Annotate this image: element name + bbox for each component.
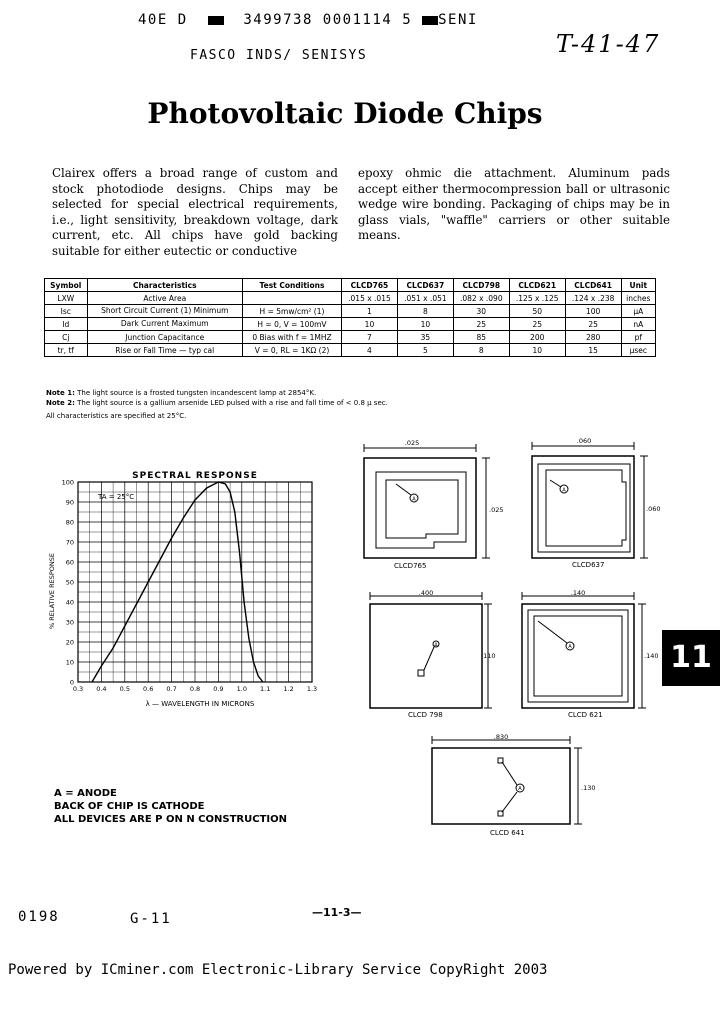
chart-y-tick-label: 50	[65, 578, 74, 587]
col-header: CLCD621	[509, 279, 565, 292]
table-cell: 30	[453, 305, 509, 318]
note-2-text: The light source is a gallium arsenide LED pulsed with a rise and fall time of < 0.8 μ sec.	[77, 399, 388, 407]
spectral-response-chart	[40, 466, 330, 712]
table-cell: 280	[565, 331, 621, 344]
d798-height: .110	[481, 652, 496, 660]
table-cell: 15	[565, 344, 621, 357]
d765-height: .025	[489, 506, 504, 514]
table-cell: 4	[341, 344, 397, 357]
intro-paragraph-left: Clairex offers a broad range of custom and stock photodiode designs. Chips may be selected for special electrical requirements, i.e., light sensitivity, breakdown voltage, dark current, etc. All chips have gold backing suitable for either eutectic or conductive	[52, 166, 338, 258]
chip-outline-diagrams	[352, 436, 670, 846]
section-tab: 11	[662, 630, 720, 686]
d637-height: .060	[646, 505, 661, 513]
table-cell: 200	[509, 331, 565, 344]
header-code-a: 40E D	[138, 12, 188, 28]
table-cell: Junction Capacitance	[87, 331, 242, 344]
note-1-text: The light source is a frosted tungsten incandescent lamp at 2854°K.	[77, 389, 317, 397]
col-header: Characteristics	[87, 279, 242, 292]
table-cell: .125 x .125	[509, 292, 565, 305]
chart-y-tick-label: 100	[61, 478, 74, 487]
table-row	[45, 331, 656, 344]
table-cell: .051 x .051	[397, 292, 453, 305]
table-cell: LXW	[45, 292, 88, 305]
table-cell: Id	[45, 318, 88, 331]
col-header: Test Conditions	[242, 279, 341, 292]
col-header: CLCD637	[397, 279, 453, 292]
table-cell: 85	[453, 331, 509, 344]
table-cell: 0 Bias with f = 1MHZ	[242, 331, 341, 344]
note-1-label: Note 1:	[46, 389, 75, 397]
note-1	[46, 389, 316, 397]
table-cell	[242, 292, 341, 305]
d641-width: .830	[493, 733, 509, 741]
chart-y-tick-label: 30	[65, 618, 74, 627]
table-cell: Cj	[45, 331, 88, 344]
legend-back: BACK OF CHIP IS CATHODE	[54, 801, 205, 812]
table-cell: 25	[509, 318, 565, 331]
d765-pad: A	[412, 496, 416, 503]
legend-anode: A = ANODE	[54, 788, 117, 799]
d641-pad: A	[518, 786, 522, 792]
table-cell: 10	[341, 318, 397, 331]
d637-width: .060	[576, 437, 592, 445]
redaction-block	[422, 16, 438, 25]
chart-x-tick-label: 1.1	[260, 685, 271, 693]
table-cell: Isc	[45, 305, 88, 318]
chart-y-tick-label: 90	[65, 498, 74, 507]
table-cell: tr, tf	[45, 344, 88, 357]
d621-width: .140	[570, 589, 586, 597]
chart-y-tick-label: 80	[65, 518, 74, 527]
table-cell: H = 0, V = 100mV	[242, 318, 341, 331]
chart-x-tick-label: 0.6	[143, 685, 154, 693]
chart-y-label: % RELATIVE RESPONSE	[48, 553, 56, 629]
footer-code: 0198	[18, 909, 60, 925]
chart-grid	[78, 482, 312, 682]
table-cell: 35	[397, 331, 453, 344]
note-3: All characteristics are specified at 25°C.	[46, 412, 187, 420]
note-2-label: Note 2:	[46, 399, 75, 407]
d798-width: .400	[418, 589, 434, 597]
chart-x-tick-label: 1.0	[236, 685, 247, 693]
footer-credit: Powered by ICminer.com Electronic-Library Service CopyRight 2003	[8, 962, 548, 978]
table-cell: 25	[453, 318, 509, 331]
d637-label: CLCD637	[572, 561, 605, 569]
header-code-b: 3499738 0001114 5	[243, 12, 413, 28]
chart-y-tick-label: 10	[65, 658, 74, 667]
table-row	[45, 344, 656, 357]
table-cell: Short Circuit Current (1) Minimum	[87, 305, 242, 318]
chart-y-tick-label: 60	[65, 558, 74, 567]
table-cell: H = 5mw/cm² (1)	[242, 305, 341, 318]
chart-x-tick-label: 1.2	[283, 685, 294, 693]
table-cell: 1	[341, 305, 397, 318]
chart-x-tick-label: 1.3	[306, 685, 318, 693]
d798-pad: A	[434, 642, 438, 649]
chart-x-tick-label: 0.7	[166, 685, 177, 693]
col-header: CLCD765	[341, 279, 397, 292]
chip-diagram-clcd641	[432, 736, 582, 824]
col-header: CLCD798	[453, 279, 509, 292]
footer-section: G-11	[130, 911, 172, 927]
chart-x-tick-label: 0.9	[213, 685, 224, 693]
redaction-block	[208, 16, 224, 25]
note-2	[46, 399, 388, 407]
d641-label: CLCD 641	[490, 829, 525, 837]
chart-y-tick-label: 70	[65, 538, 74, 547]
d765-width: .025	[404, 439, 420, 447]
table-cell: 10	[397, 318, 453, 331]
header-code-c: SENI	[438, 12, 478, 28]
table-cell: 10	[509, 344, 565, 357]
chip-diagram-clcd798	[370, 592, 492, 708]
chart-x-tick-label: 0.3	[72, 685, 84, 693]
chart-title: SPECTRAL RESPONSE	[132, 471, 258, 481]
chip-diagram-clcd621	[522, 592, 646, 708]
table-cell: nA	[621, 318, 655, 331]
table-cell: Dark Current Maximum	[87, 318, 242, 331]
d641-height: .130	[581, 784, 596, 792]
chip-diagram-clcd637	[532, 442, 648, 558]
d765-label: CLCD765	[394, 562, 427, 570]
spec-table	[44, 278, 656, 357]
table-cell: 8	[397, 305, 453, 318]
chart-annotation: TA = 25°C	[98, 493, 135, 501]
table-row	[45, 292, 656, 305]
chart-x-label: λ — WAVELENGTH IN MICRONS	[145, 700, 255, 708]
intro-paragraph-right: epoxy ohmic die attachment. Aluminum pads accept either thermocompression ball or ultrasonic wedge wire bonding. Packaging of chips may be in glass vials, "waffle" carriers or other suitable means.	[358, 166, 670, 242]
chart-x-tick-label: 0.4	[96, 685, 107, 693]
legend-construction: ALL DEVICES ARE P ON N CONSTRUCTION	[54, 814, 287, 825]
table-cell: 5	[397, 344, 453, 357]
table-row	[45, 318, 656, 331]
chart-ticks	[62, 479, 318, 694]
page-number: —11-3—	[312, 906, 362, 919]
d621-pad: A	[568, 644, 572, 650]
table-cell: .082 x .090	[453, 292, 509, 305]
chart-x-tick-label: 0.8	[189, 685, 201, 693]
table-cell: 50	[509, 305, 565, 318]
handwritten-note: T-41-47	[556, 30, 661, 58]
chart-x-tick-label: 0.5	[119, 685, 130, 693]
table-header-row	[45, 279, 656, 292]
d621-label: CLCD 621	[568, 711, 603, 719]
table-cell: 100	[565, 305, 621, 318]
table-cell: inches	[621, 292, 655, 305]
table-cell: .015 x .015	[341, 292, 397, 305]
table-cell: pf	[621, 331, 655, 344]
col-header: Unit	[621, 279, 655, 292]
table-cell: V = 0, RL = 1KΩ (2)	[242, 344, 341, 357]
table-cell: 7	[341, 331, 397, 344]
chart-y-tick-label: 0	[69, 678, 74, 687]
table-cell: μsec	[621, 344, 655, 357]
company-name: FASCO INDS/ SENISYS	[190, 48, 368, 63]
chart-y-tick-label: 20	[65, 638, 74, 647]
table-cell: .124 x .238	[565, 292, 621, 305]
chart-y-tick-label: 40	[65, 598, 74, 607]
chip-diagram-clcd765	[364, 444, 490, 558]
col-header: CLCD641	[565, 279, 621, 292]
doc-header-codes	[138, 12, 478, 28]
col-header: Symbol	[45, 279, 88, 292]
table-cell: μA	[621, 305, 655, 318]
table-cell: Rise or Fall Time — typ cal	[87, 344, 242, 357]
table-cell: 8	[453, 344, 509, 357]
table-cell: Active Area	[87, 292, 242, 305]
page-title: Photovoltaic Diode Chips	[147, 97, 543, 130]
d798-label: CLCD 798	[408, 711, 443, 719]
d621-height: .140	[644, 652, 659, 660]
table-cell: 25	[565, 318, 621, 331]
d637-pad: A	[562, 487, 566, 494]
table-row	[45, 305, 656, 318]
